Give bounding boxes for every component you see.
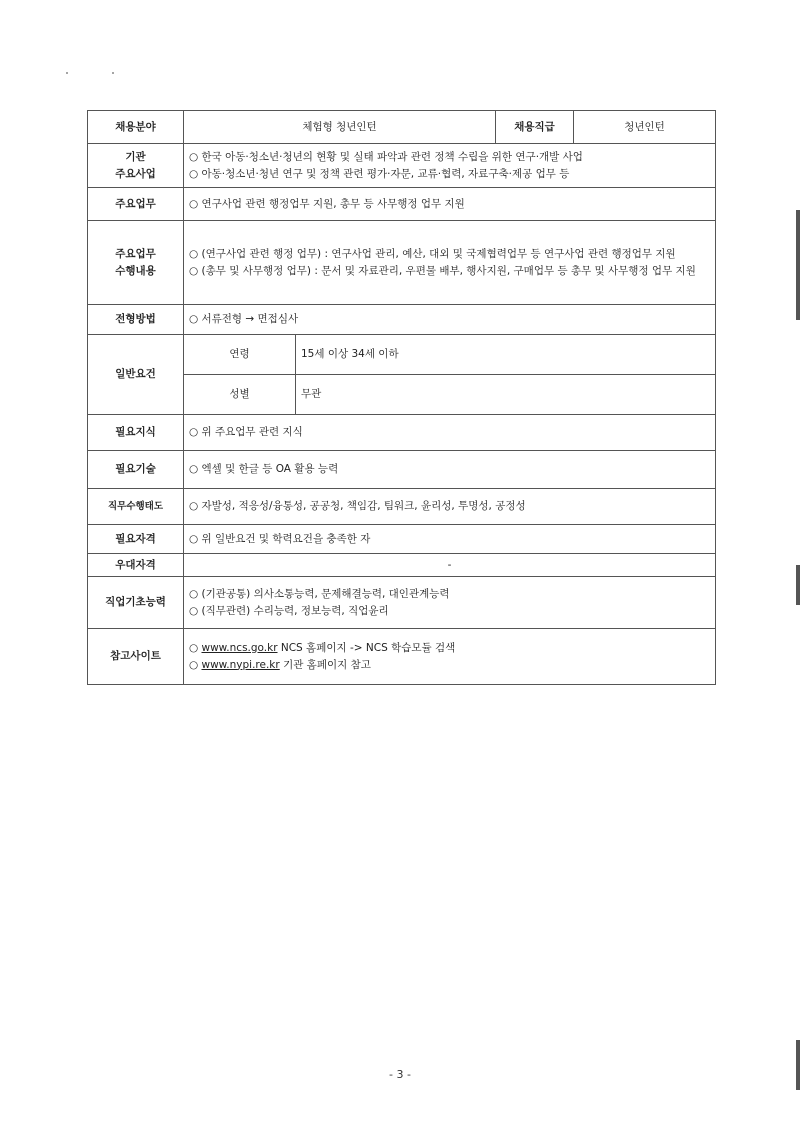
duty-detail-label-line-2: 수행내용 xyxy=(115,264,156,277)
duty-detail-content xyxy=(184,221,716,305)
reference-content xyxy=(184,629,716,685)
row-field xyxy=(88,111,716,144)
gender-value: 무관 xyxy=(296,375,716,415)
row-qualification xyxy=(88,525,716,554)
grade-value: 청년인턴 xyxy=(574,111,716,144)
main-duty-label: 주요업무 xyxy=(88,188,184,221)
row-main-duty xyxy=(88,188,716,221)
process-label: 전형방법 xyxy=(88,305,184,335)
row-knowledge xyxy=(88,415,716,451)
org-line: ○ 아동·청소년·청년 연구 및 정책 관련 평가·자문, 교류·협력, 자료구축·제공 업무 등 xyxy=(189,167,570,180)
org-label-line-1: 기관 xyxy=(125,150,146,163)
org-label xyxy=(88,144,184,188)
org-content xyxy=(184,144,716,188)
scan-edge-mark xyxy=(796,210,800,320)
row-process xyxy=(88,305,716,335)
row-preference xyxy=(88,554,716,577)
reference-text-1: NCS 홈페이지 -> NCS 학습모듈 검색 xyxy=(280,641,456,654)
field-value: 체험형 청년인턴 xyxy=(184,111,496,144)
org-line: ○ 한국 아동·청소년·청년의 현황 및 실태 파악과 관련 정책 수립을 위한 연구·개발 사업 xyxy=(189,150,583,163)
basic-ability-content xyxy=(184,577,716,629)
grade-label: 채용직급 xyxy=(496,111,574,144)
age-value: 15세 이상 34세 이하 xyxy=(296,335,716,375)
row-skill xyxy=(88,451,716,489)
nypi-link[interactable]: www.nypi.re.kr xyxy=(201,658,280,671)
scan-speck xyxy=(112,72,114,74)
process-content: ○ 서류전형 → 면접심사 xyxy=(184,305,716,335)
skill-label: 필요기술 xyxy=(88,451,184,489)
reference-line-1: ○ www.ncs.go.kr NCS 홈페이지 -> NCS 학습모듈 검색 xyxy=(189,641,456,654)
knowledge-label: 필요지식 xyxy=(88,415,184,451)
duty-detail-line: ○ (연구사업 관련 행정 업무) : 연구사업 관리, 예산, 대외 및 국제협력업무 등 연구사업 관련 행정업무 지원 xyxy=(189,247,676,260)
reference-label: 참고사이트 xyxy=(88,629,184,685)
row-basic-ability xyxy=(88,577,716,629)
attitude-content: ○ 자발성, 적응성/융통성, 공공청, 책임감, 팀워크, 윤리성, 투명성, 공정성 xyxy=(184,489,716,525)
field-label: 채용분야 xyxy=(88,111,184,144)
attitude-label: 직무수행태도 xyxy=(88,489,184,525)
scan-speck xyxy=(66,72,68,74)
age-label: 연령 xyxy=(184,335,296,375)
main-duty-content: ○ 연구사업 관련 행정업무 지원, 총무 등 사무행정 업무 지원 xyxy=(184,188,716,221)
row-reference xyxy=(88,629,716,685)
row-general-age xyxy=(88,335,716,375)
skill-content: ○ 엑셀 및 한글 등 OA 활용 능력 xyxy=(184,451,716,489)
duty-detail-label xyxy=(88,221,184,305)
ncs-link[interactable]: www.ncs.go.kr xyxy=(201,641,278,654)
reference-line-2: ○ www.nypi.re.kr 기관 홈페이지 참고 xyxy=(189,658,371,671)
basic-ability-line: ○ (직무관련) 수리능력, 정보능력, 직업윤리 xyxy=(189,604,389,617)
row-duty-detail xyxy=(88,221,716,305)
gender-label: 성별 xyxy=(184,375,296,415)
duty-detail-label-line-1: 주요업무 xyxy=(115,247,156,260)
row-attitude xyxy=(88,489,716,525)
qualification-label: 필요자격 xyxy=(88,525,184,554)
preference-label: 우대자격 xyxy=(88,554,184,577)
row-org xyxy=(88,144,716,188)
basic-ability-label: 직업기초능력 xyxy=(88,577,184,629)
duty-detail-line: ○ (총무 및 사무행정 업무) : 문서 및 자료관리, 우편물 배부, 행사지원, 구매업무 등 총무 및 사무행정 업무 지원 xyxy=(189,264,696,277)
qualification-content: ○ 위 일반요건 및 학력요건을 충족한 자 xyxy=(184,525,716,554)
org-label-line-2: 주요사업 xyxy=(115,167,156,180)
recruitment-table xyxy=(87,110,716,685)
preference-content: - xyxy=(184,554,716,577)
knowledge-content: ○ 위 주요업무 관련 지식 xyxy=(184,415,716,451)
page-number: - 3 - xyxy=(389,1068,411,1081)
basic-ability-line: ○ (기관공통) 의사소통능력, 문제해결능력, 대인관계능력 xyxy=(189,587,450,600)
scan-edge-mark xyxy=(796,565,800,605)
reference-text-2: 기관 홈페이지 참고 xyxy=(283,658,371,671)
general-label: 일반요건 xyxy=(88,335,184,415)
scan-edge-mark xyxy=(796,1040,800,1090)
